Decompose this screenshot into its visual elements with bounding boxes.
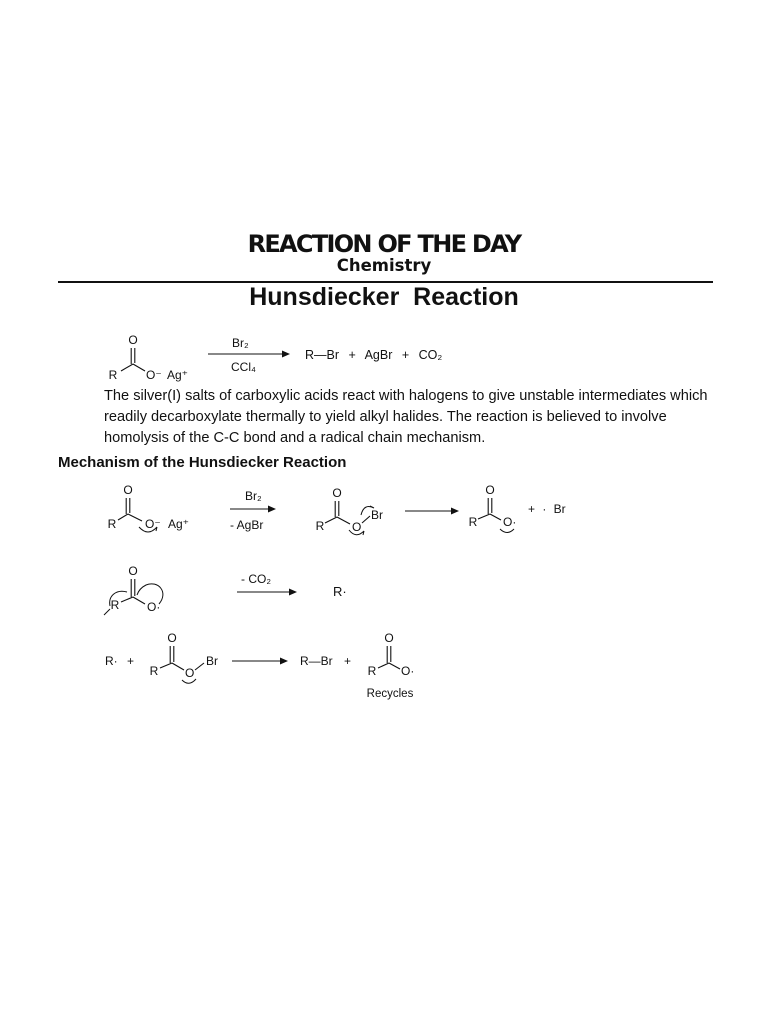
carbonyl-oxygen-label: O bbox=[167, 631, 177, 645]
reagent-bromine-label: Br₂ bbox=[232, 336, 249, 350]
ester-oxygen-label: O bbox=[185, 666, 195, 680]
carbon-oxygen-bond bbox=[128, 514, 142, 521]
r-group-label: R bbox=[110, 598, 120, 612]
reaction-arrow-head bbox=[282, 351, 290, 358]
r-group-label: R bbox=[107, 517, 117, 531]
curved-arrow bbox=[500, 529, 514, 533]
silver-carboxylate-structure bbox=[109, 333, 188, 382]
page-title: Hunsdiecker Reaction bbox=[249, 283, 519, 311]
carboxylate-oxygen-label: O⁻ bbox=[146, 368, 162, 382]
r-group-label: R bbox=[315, 519, 325, 533]
mechanism-step-3 bbox=[105, 631, 414, 700]
alkyl-bromide-label: R—Br + bbox=[300, 654, 352, 668]
mechanism-heading: Mechanism of the Hunsdiecker Reaction bbox=[58, 454, 347, 471]
r-group-label: R bbox=[367, 664, 377, 678]
r-carbon-bond bbox=[121, 364, 133, 371]
solvent-label: CCl₄ bbox=[231, 360, 256, 374]
oxygen-bromine-bond bbox=[362, 516, 370, 523]
r-carbon-bond bbox=[118, 514, 128, 520]
carbonyl-oxygen-label: O bbox=[123, 483, 133, 497]
alkyl-radical-label: R· + bbox=[105, 654, 135, 668]
carbon-oxygen-bond bbox=[389, 663, 400, 669]
description-line: homolysis of the C-C bond and a radical chain mechanism. bbox=[104, 429, 486, 446]
mechanism-step-1 bbox=[108, 483, 566, 535]
carbon-oxygen-bond bbox=[133, 597, 145, 604]
carboxyl-radical-structure bbox=[111, 564, 161, 614]
reaction-arrow-head bbox=[289, 589, 297, 596]
silver-ion-label: Ag⁺ bbox=[168, 517, 190, 531]
carboxyl-radical-structure bbox=[469, 483, 517, 529]
radical-oxygen-label: O· bbox=[401, 664, 415, 678]
carbon-oxygen-bond bbox=[133, 364, 145, 371]
carbonyl-oxygen-label: O bbox=[384, 631, 394, 645]
description-line: The silver(I) salts of carboxylic acids react with halogens to give unstable intermediates which bbox=[104, 387, 708, 404]
carbon-dioxide-loss-label: - CO₂ bbox=[241, 572, 271, 586]
carboxyl-radical-structure bbox=[368, 631, 415, 678]
curved-arrow bbox=[104, 609, 110, 615]
reagent-bromine-label: Br₂ bbox=[245, 489, 262, 503]
r-group-label: R bbox=[149, 664, 159, 678]
reaction-arrow-head bbox=[280, 658, 288, 665]
carbonyl-oxygen-label: O bbox=[128, 333, 138, 347]
silver-ion-label: Ag⁺ bbox=[167, 368, 189, 382]
carboxylate-oxygen-label: O⁻ bbox=[145, 517, 161, 531]
r-group-label: R bbox=[468, 515, 478, 529]
bromine-radical-label: + · Br bbox=[528, 502, 566, 516]
r-carbon-bond bbox=[325, 517, 337, 523]
carbonyl-oxygen-label: O bbox=[332, 486, 342, 500]
reaction-arrow-head bbox=[451, 508, 459, 515]
silver-bromide-loss-label: - AgBr bbox=[230, 518, 264, 532]
silver-carboxylate-structure bbox=[108, 483, 189, 531]
alkyl-radical-label: R· bbox=[333, 584, 347, 599]
carbonyl-oxygen-label: O bbox=[485, 483, 495, 497]
r-group-label: R bbox=[108, 368, 118, 382]
carbonyl-oxygen-label: O bbox=[128, 564, 138, 578]
carbon-oxygen-bond bbox=[490, 514, 501, 520]
radical-oxygen-label: O· bbox=[503, 515, 517, 529]
bromine-label: Br bbox=[371, 508, 383, 522]
series-heading: REACTION OF THE DAY bbox=[247, 230, 521, 258]
acyl-hypobromite-structure bbox=[150, 631, 218, 680]
bromine-label: Br bbox=[206, 654, 218, 668]
r-carbon-bond bbox=[121, 597, 133, 602]
carbon-oxygen-bond bbox=[337, 517, 350, 524]
r-carbon-bond bbox=[160, 663, 172, 668]
radical-oxygen-label: O· bbox=[147, 600, 161, 614]
overall-reaction bbox=[109, 333, 443, 382]
r-carbon-bond bbox=[478, 514, 490, 519]
ester-oxygen-label: O bbox=[352, 520, 362, 534]
recycles-note: Recycles bbox=[366, 688, 414, 700]
subject-heading: Chemistry bbox=[336, 256, 432, 275]
products-label: R—Br + AgBr + CO₂ bbox=[305, 348, 443, 362]
acyl-hypobromite-structure bbox=[316, 486, 383, 534]
oxygen-bromine-bond bbox=[195, 663, 204, 670]
reaction-arrow-head bbox=[268, 506, 276, 513]
carbon-oxygen-bond bbox=[172, 663, 184, 670]
r-carbon-bond bbox=[378, 663, 389, 668]
mechanism-step-2 bbox=[104, 564, 347, 615]
description-line: readily decarboxylate thermally to yield alkyl halides. The reaction is believed to involve bbox=[104, 408, 667, 425]
